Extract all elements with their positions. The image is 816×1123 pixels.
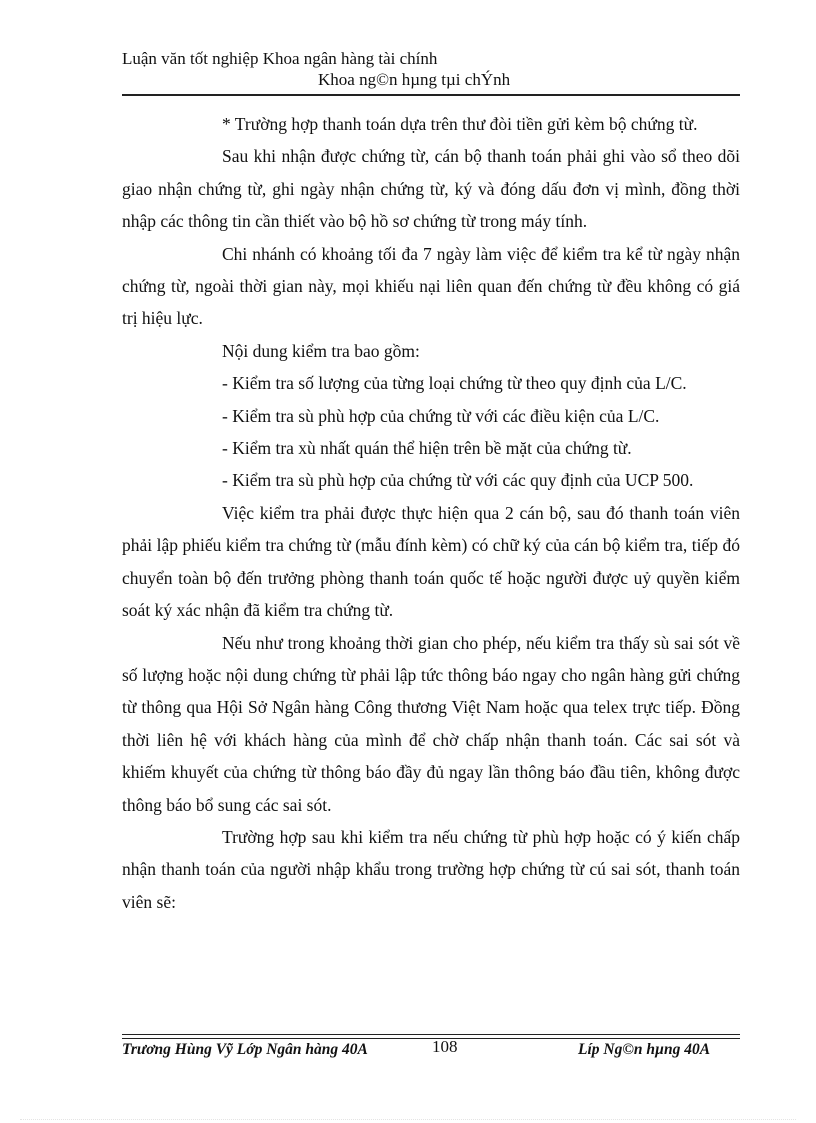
header-title: Luận văn tốt nghiệp Khoa ngân hàng tài chính: [122, 49, 438, 68]
paragraph-2: Sau khi nhận được chứng từ, cán bộ thanh toán phải ghi vào sổ theo dõi giao nhận chứng từ, ghi ngày nhận chứng từ, ký và đóng dấu đơn vị mình, đồng thời nhập các thông tin cần thiết vào bộ hồ sơ chứng từ trong máy tính.: [122, 146, 740, 232]
paragraph-3: Chi nhánh có khoảng tối đa 7 ngày làm việc để kiểm tra kể từ ngày nhận chứng từ, ngoài thời gian này, mọi khiếu nại liên quan đến chứng từ đều không có giá trị hiệu lực.: [122, 243, 740, 329]
footer-class: Líp Ng©n hµng 40A: [578, 1041, 711, 1058]
paragraph-4: Nội dung kiểm tra bao gồm:: [222, 340, 420, 361]
footer-divider-bottom: [122, 1038, 740, 1039]
paragraph-6: Nếu như trong khoảng thời gian cho phép, nếu kiểm tra thấy sù sai sót về số lượng hoặc nội dung chứng từ phải lập tức thông báo ngay cho ngân hàng gửi chứng từ thông qua Hội Sở Ngân hàng Công thương Việt Nam hoặc qua telex trực tiếp. Đồng thời liên hệ với khách hàng của mình để chờ chấp nhận thanh toán. Các sai sót và khiếm khuyết của chứng từ thông báo đầy đủ ngay lần thông báo đầu tiên, không được thông báo bổ sung các sai sót.: [122, 632, 740, 815]
list-item: - Kiểm tra sù phù hợp của chứng từ với các điều kiện của L/C.: [222, 405, 660, 426]
list-item: - Kiểm tra sù phù hợp của chứng từ với các quy định của UCP 500.: [222, 470, 694, 491]
footer-divider-top: [122, 1034, 740, 1035]
list-item: - Kiểm tra số lượng của từng loại chứng từ theo quy định của L/C.: [222, 373, 687, 394]
page-edge-divider: [20, 1119, 796, 1120]
body-text: [122, 108, 740, 918]
paragraph-5: Việc kiểm tra phải được thực hiện qua 2 cán bộ, sau đó thanh toán viên phải lập phiếu kiểm tra chứng từ (mẫu đính kèm) có chữ ký của cán bộ kiểm tra, tiếp đó chuyển toàn bộ đến trưởng phòng thanh toán quốc tế hoặc người được uỷ quyền kiểm soát ký xác nhận đã kiểm tra chứng từ.: [122, 502, 740, 621]
page-number: 108: [432, 1037, 458, 1056]
header-divider: [122, 94, 740, 96]
footer-author: Trương Hùng Vỹ Lớp Ngân hàng 40A: [122, 1041, 368, 1058]
list-item: - Kiểm tra xù nhất quán thể hiện trên bề mặt của chứng từ.: [222, 438, 632, 459]
header-subtitle: Khoa ng©n hµng tµi chÝnh: [318, 70, 511, 89]
paragraph-1: * Trường hợp thanh toán dựa trên thư đòi tiền gửi kèm bộ chứng từ.: [222, 114, 698, 134]
paragraph-7: Trường hợp sau khi kiểm tra nếu chứng từ phù hợp hoặc có ý kiến chấp nhận thanh toán của người nhập khẩu trong trường hợp chứng từ cú sai sót, thanh toán viên sẽ:: [122, 826, 740, 912]
